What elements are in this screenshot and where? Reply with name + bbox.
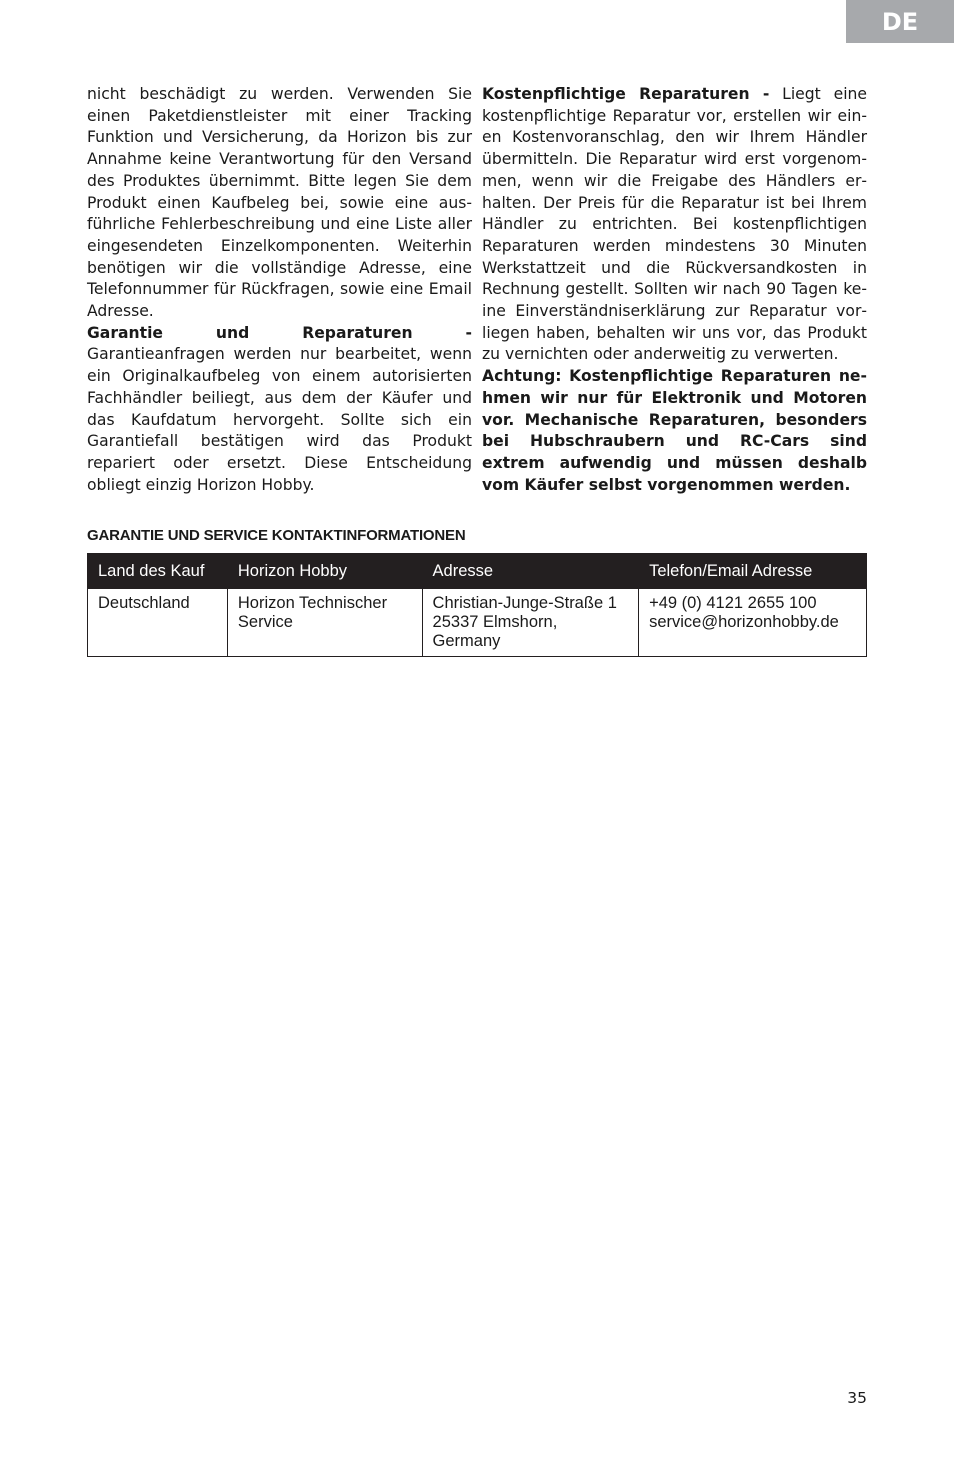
paid-repairs-heading: Kostenpflichtige Reparaturen - (482, 85, 770, 103)
language-tab: DE (846, 0, 954, 43)
right-column (482, 84, 867, 496)
column-header-company: Horizon Hobby (227, 554, 422, 589)
address-line-1: Christian-Junge-Straße 1 (432, 594, 617, 612)
table-header-row (88, 554, 867, 589)
column-header-country: Land des Kauf (88, 554, 228, 589)
email-address: service@horizonhobby.de (649, 613, 839, 631)
cell-address (422, 589, 639, 657)
column-header-contact: Telefon/Email Adresse (639, 554, 867, 589)
cell-country: Deutschland (88, 589, 228, 657)
company-line-2: Service (237, 613, 293, 631)
paid-repairs-body: Liegt eine kostenpflichtige Reparatur vor, erstellen wir einen Kostenvoranschlag, den wir Ihrem Händler übermitteln. Die Reparatur wird erst vorgenommen, wenn wir die Freigabe des Händlers erhalten. Der Preis für die Reparatur ist bei Ihrem Händler zu entrichten. Bei kostenpflichtigen Reparaturen werden mindestens 30 Minuten Werkstattzeit und die Rückversandkosten in Rechnung gestellt. Sollten wir nach 90 Tagen keine Einverständniserklärung zur Reparatur vorliegen haben, behalten wir uns vor, das Produkt zu vernichten oder anderweitig zu verwerten. (482, 85, 867, 364)
page-number: 35 (847, 1389, 867, 1407)
cell-company (227, 589, 422, 657)
address-line-2: 25337 Elmshorn, Germany (432, 613, 558, 650)
contact-section-heading: GARANTIE UND SERVICE KONTAKTINFORMATIONEN (87, 527, 466, 544)
shipping-paragraph: nicht beschädigt zu werden. Verwenden Sie einen Paketdienstleister mit einer Tracking Funktion und Versicherung, da Horizon bis zur Annahme keine Verantwortung für den Versand des Produktes übernimmt. Bitte legen Sie dem Produkt einen Kaufbeleg bei, sowie eine ausführliche Fehlerbeschreibung und eine Liste aller eingesendeten Einzelkomponenten. Weiterhin benötigen wir die vollständige Adresse, eine Telefonnummer für Rückfragen, sowie eine Email Adresse. (87, 85, 472, 321)
column-header-address: Adresse (422, 554, 639, 589)
company-line-1: Horizon Technischer (237, 594, 388, 612)
paid-repairs-paragraph (482, 84, 867, 366)
warning-text: Achtung: Kostenpflichtige Reparaturen nehmen wir nur für Elektronik und Motoren vor. Mechanische Reparaturen, besonders bei Hubschraubern und RC-Cars sind extrem aufwendig und müssen deshalb vom Käufer selbst vorgenommen werden. (482, 367, 867, 494)
contact-table (87, 553, 867, 657)
warranty-paragraph (87, 323, 472, 497)
phone-number: +49 (0) 4121 2655 100 (649, 594, 817, 612)
warranty-body: Garantieanfragen werden nur bearbeitet, wenn ein Originalkaufbeleg von einem autorisierten Fachhändler beiliegt, aus dem der Käufer und das Kaufdatum hervorgeht. Sollte sich ein Garantiefall bestätigen wird das Produkt repariert oder ersetzt. Diese Entscheidung obliegt einzig Horizon Hobby. (87, 345, 472, 494)
cell-contact (639, 589, 867, 657)
warranty-heading: Garantie und Reparaturen - (87, 323, 472, 342)
table-row (88, 589, 867, 657)
warning-paragraph (482, 366, 867, 496)
left-column (87, 84, 472, 496)
